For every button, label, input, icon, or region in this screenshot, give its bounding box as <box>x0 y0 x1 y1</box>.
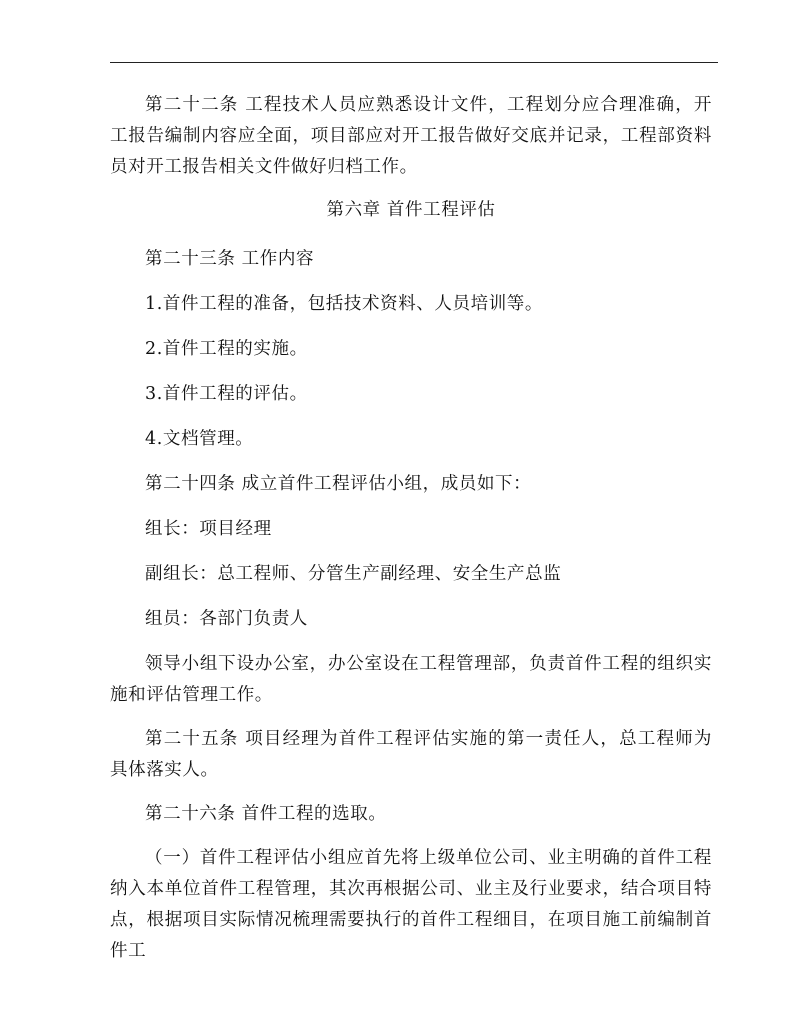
document-body <box>110 90 712 967</box>
header-rule <box>110 62 718 63</box>
list-item-1: 1.首件工程的准备，包括技术资料、人员培训等。 <box>145 293 543 314</box>
article-22-paragraph: 第二十二条 工程技术人员应熟悉设计文件，工程划分应合理准确，开工报告编制内容应全面，项目部应对开工报告做好交底并记录，工程部资料员对开工报告相关文件做好归档工作。 <box>110 95 712 177</box>
list-item-3: 3.首件工程的评估。 <box>145 383 308 404</box>
office-paragraph: 领导小组下设办公室，办公室设在工程管理部，负责首件工程的组织实施和评估管理工作。 <box>110 653 712 705</box>
article-26-heading: 第二十六条 首件工程的选取。 <box>145 803 387 824</box>
team-leader-line: 组长：项目经理 <box>145 518 272 539</box>
article-23-heading: 第二十三条 工作内容 <box>145 248 315 269</box>
list-item-4: 4.文档管理。 <box>145 428 254 449</box>
article-24-paragraph: 第二十四条 成立首件工程评估小组，成员如下： <box>145 473 532 494</box>
team-members-line: 组员：各部门负责人 <box>145 608 308 629</box>
deputy-leader-line: 副组长：总工程师、分管生产副经理、安全生产总监 <box>145 563 562 584</box>
chapter-title: 第六章 首件工程评估 <box>326 200 496 220</box>
list-item-2: 2.首件工程的实施。 <box>145 338 308 359</box>
article-26-item-1-paragraph: （一）首件工程评估小组应首先将上级单位公司、业主明确的首件工程纳入本单位首件工程管理，其次再根据公司、业主及行业要求，结合项目特点，根据项目实际情况梳理需要执行的首件工程细目，在项目施工前编制首件工 <box>110 847 712 961</box>
article-25-paragraph: 第二十五条 项目经理为首件工程评估实施的第一责任人，总工程师为具体落实人。 <box>110 728 712 780</box>
